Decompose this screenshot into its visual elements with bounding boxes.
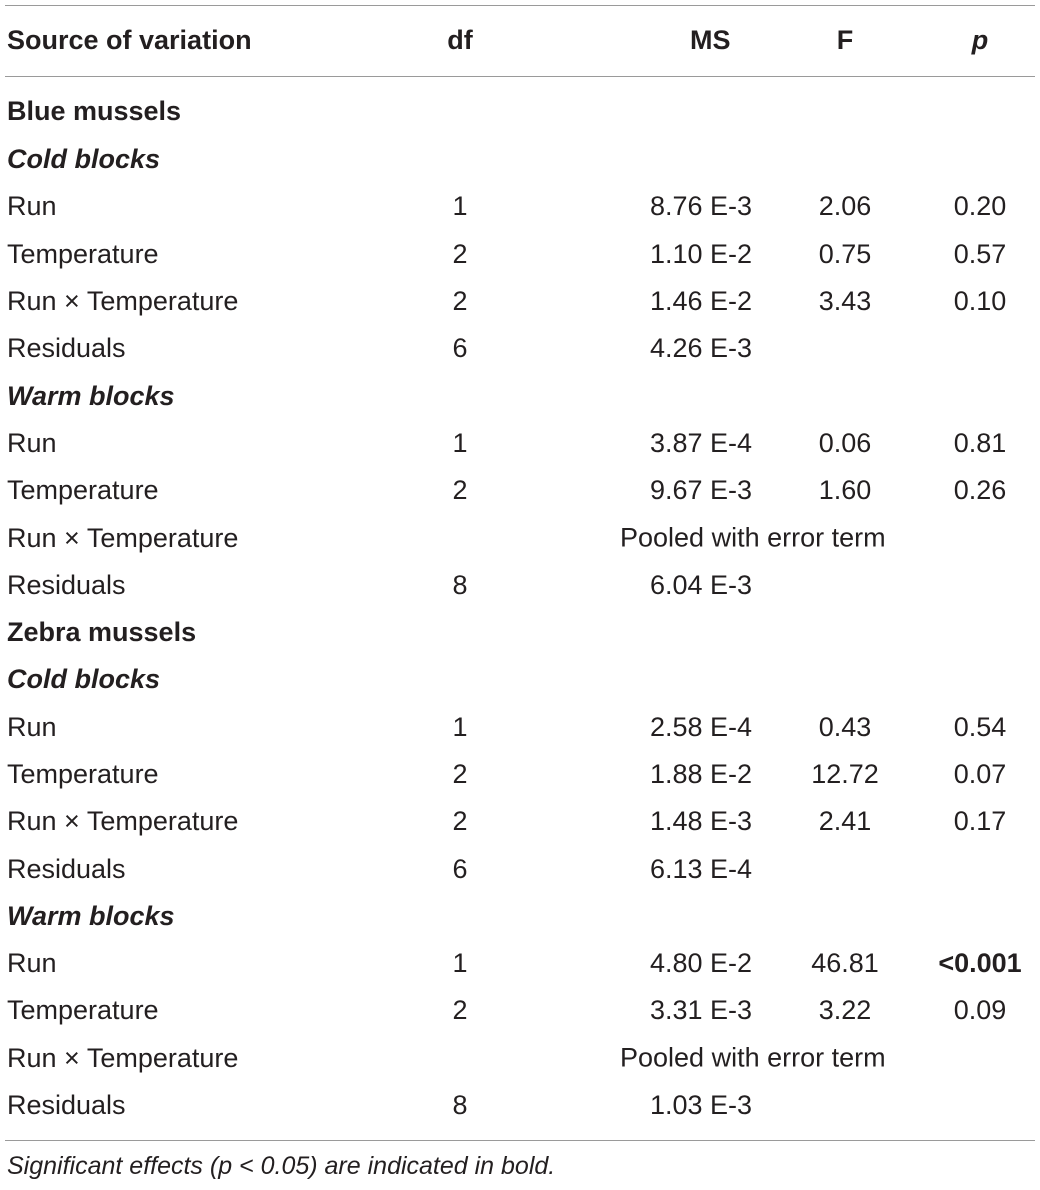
ms-cell: 4.26 E-3 xyxy=(650,333,753,364)
ms-cell: 1.48 E-3 xyxy=(650,806,753,837)
ms-cell: 6.04 E-3 xyxy=(650,569,753,600)
table-row xyxy=(0,1082,1040,1129)
species-label: Zebra mussels xyxy=(7,617,197,648)
source-cell: Run × Temperature xyxy=(7,1042,239,1073)
df-cell: 8 xyxy=(452,1090,468,1121)
block-row xyxy=(0,372,1040,419)
p-cell: 0.57 xyxy=(953,238,1007,269)
p-cell: 0.54 xyxy=(953,711,1007,742)
df-cell: 6 xyxy=(452,333,468,364)
ms-cell: 1.10 E-2 xyxy=(650,238,753,269)
source-cell: Temperature xyxy=(7,238,159,269)
f-cell xyxy=(790,325,900,372)
pooled-note-cell xyxy=(300,514,1040,561)
f-cell: 1.60 xyxy=(818,475,872,506)
p-cell: 0.81 xyxy=(953,427,1007,458)
ms-cell: 6.13 E-4 xyxy=(650,853,753,884)
table-row xyxy=(0,845,1040,892)
table-row xyxy=(0,987,1040,1034)
table-row xyxy=(0,940,1040,987)
ms-cell: 1.46 E-2 xyxy=(650,286,753,317)
source-cell: Run xyxy=(7,948,57,979)
source-cell: Residuals xyxy=(7,569,126,600)
df-cell: 2 xyxy=(452,806,468,837)
source-cell: Temperature xyxy=(7,475,159,506)
p-cell: 0.20 xyxy=(953,191,1007,222)
table-bottom-rule xyxy=(5,1140,1035,1141)
p-cell: 0.17 xyxy=(953,806,1007,837)
block-label: Cold blocks xyxy=(7,664,161,695)
f-cell xyxy=(790,845,900,892)
table-row xyxy=(0,704,1040,751)
table-row xyxy=(0,562,1040,609)
ms-cell: 3.87 E-4 xyxy=(650,427,753,458)
p-cell xyxy=(900,325,1040,372)
species-row xyxy=(0,76,1040,136)
table-footnote: Significant effects (p < 0.05) are indicated in bold. xyxy=(7,1152,556,1180)
df-cell: 1 xyxy=(452,948,468,979)
df-cell: 2 xyxy=(452,238,468,269)
ms-cell: 3.31 E-3 xyxy=(650,995,753,1026)
block-row xyxy=(0,893,1040,940)
p-cell: 0.09 xyxy=(953,995,1007,1026)
source-cell: Residuals xyxy=(7,853,126,884)
table-row xyxy=(0,798,1040,845)
header-p: p xyxy=(971,25,989,55)
source-cell: Run xyxy=(7,711,57,742)
source-cell: Run × Temperature xyxy=(7,522,239,553)
source-cell: Run × Temperature xyxy=(7,806,239,837)
block-label: Cold blocks xyxy=(7,144,161,175)
df-cell: 2 xyxy=(452,286,468,317)
pooled-note: Pooled with error term xyxy=(620,522,886,553)
table-row xyxy=(0,231,1040,278)
pooled-row xyxy=(0,514,1040,561)
table-row xyxy=(0,751,1040,798)
ms-cell: 2.58 E-4 xyxy=(650,711,753,742)
df-cell: 2 xyxy=(452,475,468,506)
table-row xyxy=(0,278,1040,325)
source-cell: Run xyxy=(7,191,57,222)
df-cell: 2 xyxy=(452,995,468,1026)
f-cell: 0.06 xyxy=(818,427,872,458)
source-cell: Run × Temperature xyxy=(7,286,239,317)
p-cell: <0.001 xyxy=(938,948,1022,979)
table-row xyxy=(0,420,1040,467)
species-label: Blue mussels xyxy=(7,95,182,126)
species-row xyxy=(0,609,1040,656)
pooled-note: Pooled with error term xyxy=(620,1042,886,1073)
p-cell xyxy=(900,1082,1040,1129)
p-cell xyxy=(900,562,1040,609)
table-body xyxy=(0,76,1040,1129)
header-row xyxy=(0,5,1040,76)
block-label: Warm blocks xyxy=(7,380,175,411)
f-cell xyxy=(790,1082,900,1129)
pooled-row xyxy=(0,1035,1040,1082)
p-cell: 0.26 xyxy=(953,475,1007,506)
ms-cell: 4.80 E-2 xyxy=(650,948,753,979)
ms-cell: 8.76 E-3 xyxy=(650,191,753,222)
header-ms: MS xyxy=(690,25,731,55)
source-cell: Run xyxy=(7,427,57,458)
source-cell: Temperature xyxy=(7,995,159,1026)
table-row xyxy=(0,467,1040,514)
f-cell: 3.22 xyxy=(818,995,872,1026)
table-row xyxy=(0,183,1040,230)
f-cell: 2.41 xyxy=(818,806,872,837)
f-cell: 46.81 xyxy=(811,948,879,979)
block-row xyxy=(0,656,1040,703)
ms-cell: 1.03 E-3 xyxy=(650,1090,753,1121)
f-cell: 0.75 xyxy=(818,238,872,269)
source-cell: Residuals xyxy=(7,1090,126,1121)
block-row xyxy=(0,136,1040,183)
anova-table xyxy=(0,5,1040,1129)
block-label: Warm blocks xyxy=(7,900,175,931)
f-cell xyxy=(790,562,900,609)
df-cell: 6 xyxy=(452,853,468,884)
f-cell: 3.43 xyxy=(818,286,872,317)
df-cell: 1 xyxy=(452,191,468,222)
p-cell: 0.10 xyxy=(953,286,1007,317)
ms-cell: 9.67 E-3 xyxy=(650,475,753,506)
header-source: Source of variation xyxy=(7,25,252,55)
f-cell: 12.72 xyxy=(811,759,879,789)
f-cell: 0.43 xyxy=(818,711,872,742)
pooled-note-cell xyxy=(300,1035,1040,1082)
ms-cell: 1.88 E-2 xyxy=(650,759,753,789)
df-cell: 1 xyxy=(452,427,468,458)
header-f: F xyxy=(836,25,854,55)
df-cell: 1 xyxy=(452,711,468,742)
p-cell: 0.07 xyxy=(953,759,1007,789)
df-cell: 8 xyxy=(452,569,468,600)
table-row xyxy=(0,325,1040,372)
table-header xyxy=(0,5,1040,76)
f-cell: 2.06 xyxy=(818,191,872,222)
header-df: df xyxy=(447,25,473,55)
p-cell xyxy=(900,845,1040,892)
df-cell: 2 xyxy=(452,759,468,789)
source-cell: Temperature xyxy=(7,759,159,789)
source-cell: Residuals xyxy=(7,333,126,364)
